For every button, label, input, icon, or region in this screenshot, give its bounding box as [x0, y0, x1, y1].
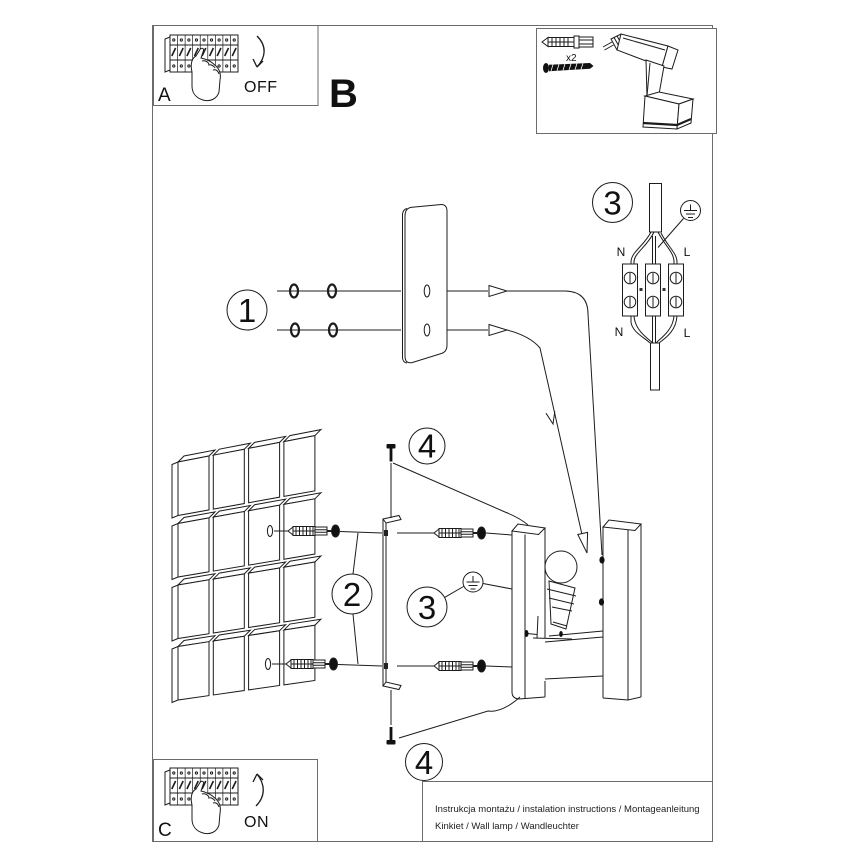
wall-tile	[213, 574, 244, 633]
wall-tile	[178, 518, 209, 577]
screw-icon	[387, 740, 396, 745]
wall-tile	[284, 562, 315, 622]
bulb-icon	[545, 551, 577, 583]
wall-tile	[284, 625, 315, 685]
wall-tile	[213, 449, 244, 509]
wall-tile-side	[172, 647, 178, 703]
wall-tile	[178, 642, 209, 700]
dowel-count: x2	[566, 53, 577, 64]
mounting-plate	[403, 205, 448, 363]
wall-tile	[249, 505, 280, 565]
wall-tile	[249, 568, 280, 628]
wall-tile	[213, 512, 244, 572]
on-label: ON	[244, 814, 269, 831]
fixing-screw-dot	[599, 556, 604, 563]
wall-tile	[249, 442, 280, 502]
wall-tile	[178, 456, 209, 515]
wall-plug-icon	[542, 36, 593, 48]
label-neutral-bottom: N	[614, 325, 624, 339]
step3-number-centre: 3	[417, 589, 437, 626]
wall-tile-side	[172, 585, 178, 641]
power-off-box	[154, 26, 319, 107]
step3-number: 3	[603, 184, 622, 222]
section-b-label: B	[329, 72, 358, 116]
wall-tile	[178, 580, 209, 639]
step4-number: 4	[417, 427, 437, 465]
wall-tile-side	[172, 524, 178, 580]
tools-box	[537, 29, 717, 134]
section-a-label: A	[158, 85, 171, 106]
footer-box	[423, 782, 713, 842]
step4-number-bottom: 4	[414, 744, 434, 781]
label-neutral-top: N	[616, 245, 626, 259]
off-label: OFF	[244, 79, 278, 96]
step1-number: 1	[237, 292, 257, 329]
screw-icon	[387, 444, 396, 449]
fixing-screw-dot	[599, 598, 604, 605]
wall-tile	[213, 636, 244, 695]
screw-icon	[559, 631, 563, 637]
screw-icon	[525, 630, 529, 637]
wall-tile	[249, 631, 280, 690]
section-c-label: C	[158, 820, 172, 841]
footer-line1: Instrukcja montażu / instalation instructions / Montageanleitung	[435, 804, 700, 815]
label-line-bottom: L	[683, 326, 691, 340]
wall-tile	[284, 436, 315, 497]
step2-number: 2	[342, 576, 362, 613]
power-on-box	[154, 760, 318, 842]
wall-tile-side	[172, 462, 178, 518]
label-line-top: L	[683, 245, 691, 259]
footer-line2: Kinkiet / Wall lamp / Wandleuchter	[435, 821, 579, 832]
